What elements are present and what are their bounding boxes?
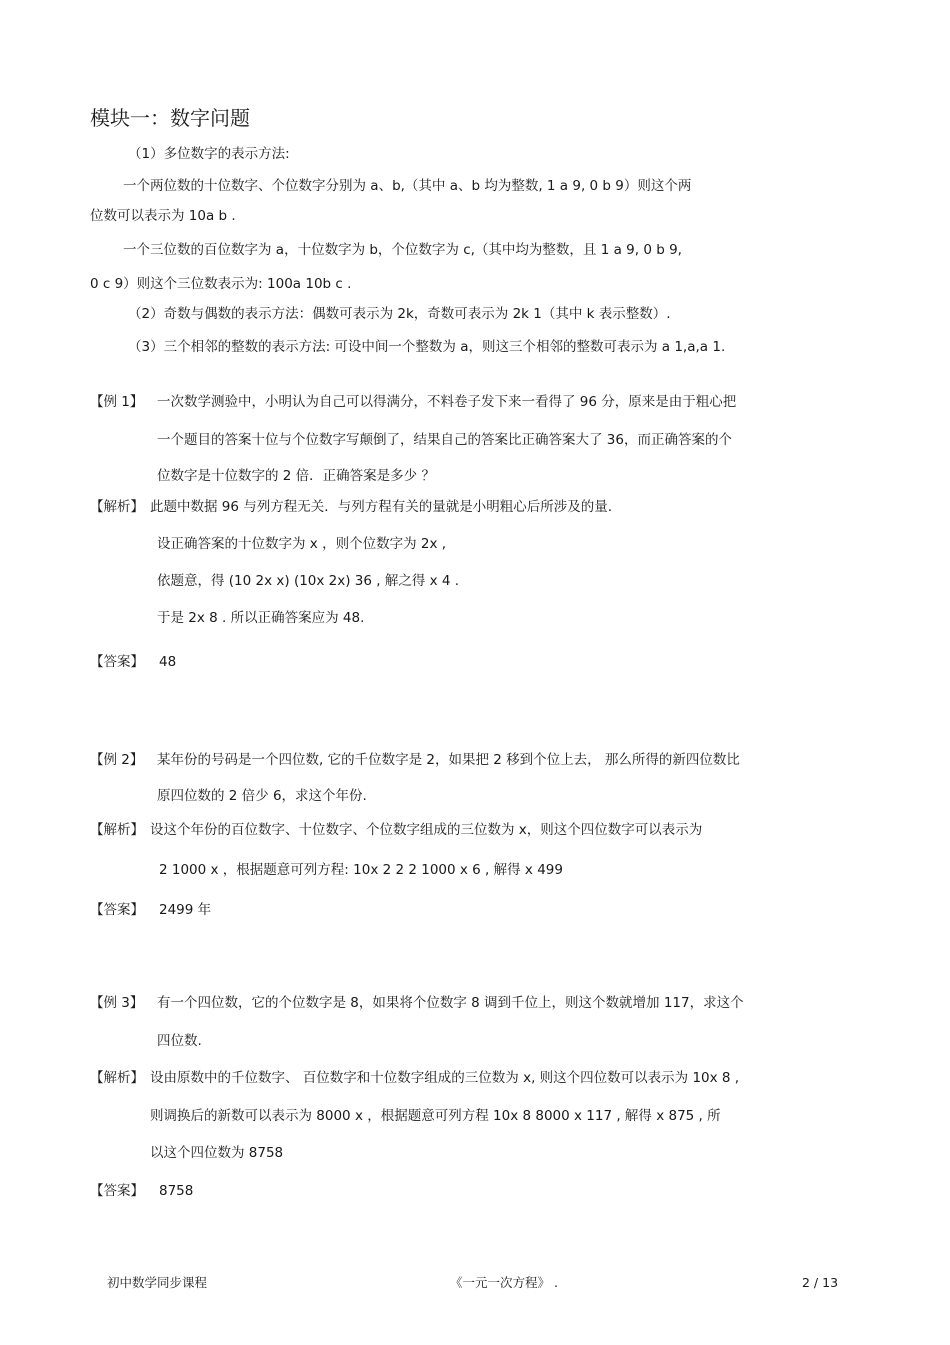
- footer-page-number: 2 / 13: [802, 1275, 839, 1290]
- ex3-answer-tag: 【答案】: [90, 1183, 144, 1199]
- ex1-solution-tag: 【解析】: [90, 499, 144, 515]
- section1-p1-line1: 一个两位数的十位数字、个位数字分别为 a、b,（其中 a、b 均为整数, 1 a 9, 0 b 9）则这个两: [123, 178, 692, 194]
- section1-heading: （1）多位数字的表示方法:: [128, 146, 290, 162]
- ex2-answer: 2499 年: [159, 902, 212, 918]
- ex2-question-line2: 原四位数的 2 倍少 6，求这个年份.: [157, 788, 367, 804]
- section3-text: （3）三个相邻的整数的表示方法: 可设中间一个整数为 a，则这三个相邻的整数可表示为 a 1,a,a 1.: [128, 339, 726, 355]
- ex3-question-line2: 四位数.: [157, 1033, 202, 1049]
- section1-p1-line2: 位数可以表示为 10a b .: [90, 208, 236, 224]
- ex2-solution-tag: 【解析】: [90, 822, 144, 838]
- ex2-question-line1: 某年份的号码是一个四位数, 它的千位数字是 2，如果把 2 移到个位上去， 那么所得的新四位数比: [157, 752, 740, 768]
- module-title: 模块一：数字问题: [90, 106, 250, 130]
- ex2-tag: 【例 2】: [90, 752, 144, 768]
- ex1-question-line2: 一个题目的答案十位与个位数字写颠倒了，结果自己的答案比正确答案大了 36，而正确答案的个: [157, 432, 732, 448]
- ex3-solution-tag: 【解析】: [90, 1070, 144, 1086]
- ex2-solution-line2: 2 1000 x ，根据题意可列方程: 10x 2 2 2 1000 x 6 , 解得 x 499: [159, 862, 563, 878]
- ex3-answer: 8758: [159, 1183, 194, 1199]
- section1-p2-line2: 0 c 9）则这个三位数表示为: 100a 10b c .: [90, 276, 352, 292]
- ex1-solution-line1: 此题中数据 96 与列方程无关．与列方程有关的量就是小明粗心后所涉及的量.: [150, 499, 613, 515]
- footer-course: 初中数学同步课程: [107, 1275, 208, 1290]
- ex1-answer-tag: 【答案】: [90, 654, 144, 670]
- section1-p2-line1: 一个三位数的百位数字为 a，十位数字为 b，个位数字为 c,（其中均为整数，且 1 a 9, 0 b 9,: [123, 242, 682, 258]
- ex1-question-line3: 位数字是十位数字的 2 倍．正确答案是多少 ？: [157, 468, 435, 484]
- ex3-solution-line1: 设由原数中的千位数字、 百位数字和十位数字组成的三位数为 x, 则这个四位数可以表示为 10x 8 ,: [150, 1070, 740, 1086]
- ex3-solution-line2: 则调换后的新数可以表示为 8000 x ，根据题意可列方程 10x 8 8000 x 117 , 解得 x 875 , 所: [150, 1108, 721, 1124]
- ex1-tag: 【例 1】: [90, 394, 144, 410]
- ex1-solution-line2: 设正确答案的十位数字为 x ，则个位数字为 2x ,: [157, 536, 447, 552]
- ex2-answer-tag: 【答案】: [90, 902, 144, 918]
- ex3-solution-line3: 以这个四位数为 8758: [150, 1145, 284, 1161]
- section2-text: （2）奇数与偶数的表示方法：偶数可表示为 2k，奇数可表示为 2k 1（其中 k 表示整数）.: [128, 306, 671, 322]
- ex1-solution-line3: 依题意，得 (10 2x x) (10x 2x) 36 , 解之得 x 4 .: [157, 573, 460, 589]
- ex1-answer: 48: [159, 654, 177, 670]
- ex1-question-line1: 一次数学测验中，小明认为自己可以得满分，不料卷子发下来一看得了 96 分，原来是由于粗心把: [157, 394, 737, 410]
- ex2-solution-line1: 设这个年份的百位数字、十位数字、个位数字组成的三位数为 x，则这个四位数字可以表示为: [150, 822, 703, 838]
- ex3-tag: 【例 3】: [90, 995, 144, 1011]
- ex3-question-line1: 有一个四位数，它的个位数字是 8，如果将个位数字 8 调到千位上，则这个数就增加 117，求这个: [157, 995, 744, 1011]
- ex1-solution-line4: 于是 2x 8 . 所以正确答案应为 48.: [157, 610, 365, 626]
- footer-chapter: 《一元一次方程》 .: [450, 1275, 558, 1290]
